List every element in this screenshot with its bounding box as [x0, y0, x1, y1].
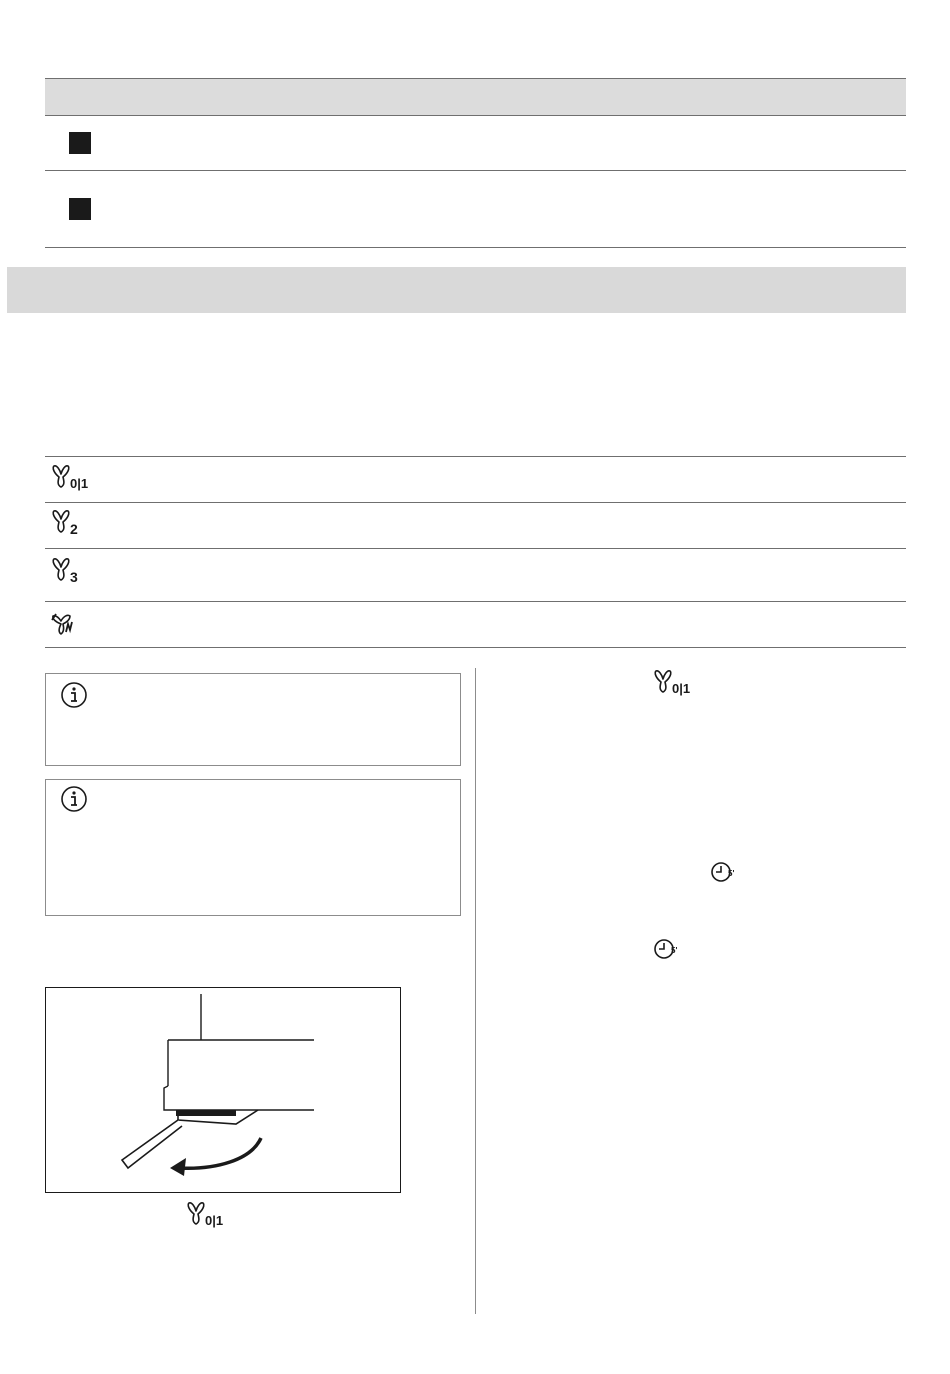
- column-divider: [475, 668, 476, 1314]
- svg-text:5': 5': [671, 946, 678, 955]
- fan-boost-icon: [50, 610, 80, 638]
- info-icon: [60, 785, 88, 813]
- timer-5-icon: [710, 860, 738, 884]
- row-marker-square: [69, 132, 91, 154]
- top-table-row-divider: [45, 170, 906, 171]
- top-table-header: [45, 79, 906, 115]
- fan-speed-0-1-icon: [50, 463, 92, 491]
- svg-text:2: 2: [70, 521, 78, 536]
- fan-speed-2-icon: [50, 508, 84, 536]
- top-table-bottom-rule: [45, 247, 906, 248]
- fan-table-bottom-rule: [45, 647, 906, 648]
- fan-speed-0-1-icon: [652, 668, 694, 696]
- hood-lever-figure: [45, 987, 401, 1193]
- svg-text:0|1: 0|1: [205, 1213, 224, 1228]
- svg-text:0|1: 0|1: [672, 681, 691, 696]
- fan-table-divider: [45, 548, 906, 549]
- svg-text:3: 3: [70, 569, 78, 584]
- timer-5-icon: [653, 937, 681, 961]
- info-note-box: [45, 779, 461, 916]
- top-table-header-rule: [45, 115, 906, 116]
- svg-text:0|1: 0|1: [70, 476, 89, 491]
- svg-text:5': 5': [728, 869, 735, 878]
- fan-speed-0-1-icon: [185, 1200, 227, 1228]
- fan-table-divider: [45, 502, 906, 503]
- hood-lever-illustration: [46, 988, 400, 1192]
- info-icon: [60, 681, 88, 709]
- fan-speed-3-icon: [50, 556, 84, 584]
- section-heading-band: [7, 267, 906, 313]
- fan-table-divider: [45, 601, 906, 602]
- fan-table-top-rule: [45, 456, 906, 457]
- info-note-box: [45, 673, 461, 766]
- row-marker-square: [69, 198, 91, 220]
